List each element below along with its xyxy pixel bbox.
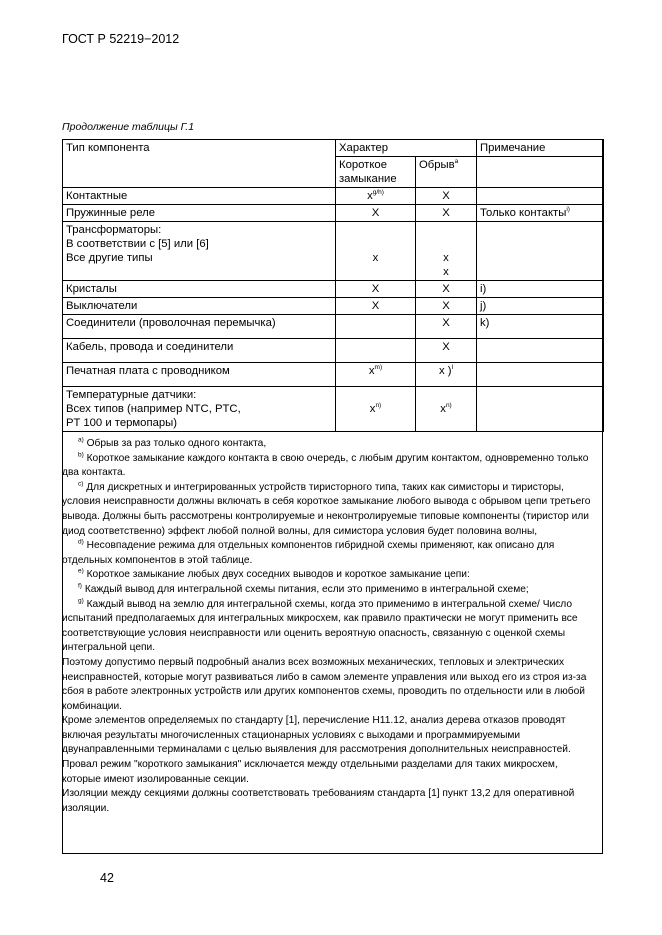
col-header-type: Тип компонента [63,140,336,188]
table-row [63,363,604,387]
cell-note: k) [477,315,604,339]
table-notes [62,437,603,816]
subheader-break: Обрыв$^a$ [416,157,477,188]
col-header-character: Характер [336,140,477,157]
cell-short-circuit: X [336,298,416,315]
cell-note [477,387,604,432]
table-row [63,222,604,281]
table-header-row [63,140,604,157]
cell-break: X [416,298,477,315]
table-row [63,188,604,205]
cell-short-circuit: X [336,281,416,298]
cell-break: X [416,188,477,205]
cell-note [477,222,604,281]
cell-short-circuit: $x^{m)}$ [336,363,416,387]
cell-short-circuit [336,315,416,339]
cell-component-type: Выключатели [63,298,336,315]
table-note: $^{f)}$ Каждый вывод для интегральной схемы питания, если это применимо в интегральной схеме; [78,582,529,595]
cell-component-type: Температурные датчики: Всех типов (например NTC, PTC, PT 100 и термопары) [63,387,336,432]
table-note: $^{b)}$ Короткое замыкание каждого контакта в свою очередь, с любым другим контактом, одновременно только два контакта. [62,451,589,479]
col-header-note: Примечание [477,140,604,157]
cell-short-circuit [336,339,416,363]
page-number: 42 [100,871,114,885]
table-note: $^{g)}$ Каждый вывод на землю для интегральной схемы, когда это применимо в интегральной схеме/ Число испытаний предполагаемых для интегральных микросхем, как правило практически не могут применить все соответствующие условия неисправности или оценить вероятную опасность, связанную с оценкой схемы интегральной цепи. [62,597,578,654]
cell-component-type: Трансформаторы: В соответствии с [5] или [6] Все другие типы [63,222,336,281]
table-row [63,315,604,339]
cell-break: X [416,339,477,363]
cell-note: i) [477,281,604,298]
cell-note [477,363,604,387]
cell-short-circuit: x [336,222,416,281]
cell-break: X [416,315,477,339]
cell-component-type: Контактные [63,188,336,205]
table-caption: Продолжение таблицы Г.1 [62,121,195,133]
document-header: ГОСТ Р 52219−2012 [62,32,180,46]
cell-break: x )$^l$ [416,363,477,387]
cell-short-circuit: $x^{g/h)}$ [336,188,416,205]
table-row [63,281,604,298]
cell-note: j) [477,298,604,315]
table-note: $^{a)}$ Обрыв за раз только одного контакта, [78,436,267,449]
table-note: Кроме элементов определяемых по стандарту [1], перечисление Н11.12, анализ дерева отказов проводят включая результаты многочисленных стационарных условиях с выходами и программируемыми двунаправленными терминалами с целью выявления для рассмотрения дополнительных неисправностей. Провал режим "короткого замыкания" исключается между отдельными разделами для таких микросхем, которые имеют изолированные секции. [62,715,571,785]
cell-short-circuit: X [336,205,416,222]
cell-component-type: Пружинные реле [63,205,336,222]
table-row [63,205,604,222]
table-row [63,339,604,363]
cell-break: X [416,281,477,298]
cell-component-type: Соединители (проволочная перемычка) [63,315,336,339]
subheader-short: Короткое замыкание [336,157,416,188]
table-note: $^{c)}$ Для дискретных и интегрированных устройств тиристорного типа, таких как симисторы и тиристоры, условия неисправности должны включать в себя короткое замыкание любого вывода с обрывом цепи третьего вывода. Должны быть рассмотрены контролируемые и неконтролируемые типовые компоненты (тиристор или диод соответственно) эффект любой полной волны, для симистора условия будет половина волны, [62,480,591,537]
table-note: $^{e)}$ Короткое замыкание любых двух соседних выводов и короткое замыкание цепи: [78,567,470,581]
cell-note [477,188,604,205]
cell-note [477,339,604,363]
cell-break: x x [416,222,477,281]
cell-component-type: Кабель, провода и соединители [63,339,336,363]
table-note: Изоляции между секциями должны соответствовать требованиям стандарта [1] пункт 13,2 для оперативной изоляции. [62,788,575,814]
subheader-note-empty [477,157,604,188]
cell-component-type: Печатная плата с проводником [63,363,336,387]
cell-note: Только контакты$^{i)}$ [477,205,604,222]
table-row [63,387,604,432]
table-row [63,298,604,315]
components-table [62,139,604,432]
cell-short-circuit: $x^{n)}$ [336,387,416,432]
table-note: Поэтому допустимо первый подробный анализ всех возможных механических, тепловых и электрических неисправностей, которые могут развиваться либо в самом элементе управления или выход его из строя из-за сбоя в работе электронных устройств или других компонентов схемы, проводить по отдельности или в любой комбинации. [62,656,587,712]
cell-component-type: Кристалы [63,281,336,298]
table-note: $^{d)}$ Несовпадение режима для отдельных компонентов гибридной схемы применяют, как описано для отдельных компонентов в этой таблице. [62,538,555,566]
cell-break: $x^{n)}$ [416,387,477,432]
cell-break: X [416,205,477,222]
